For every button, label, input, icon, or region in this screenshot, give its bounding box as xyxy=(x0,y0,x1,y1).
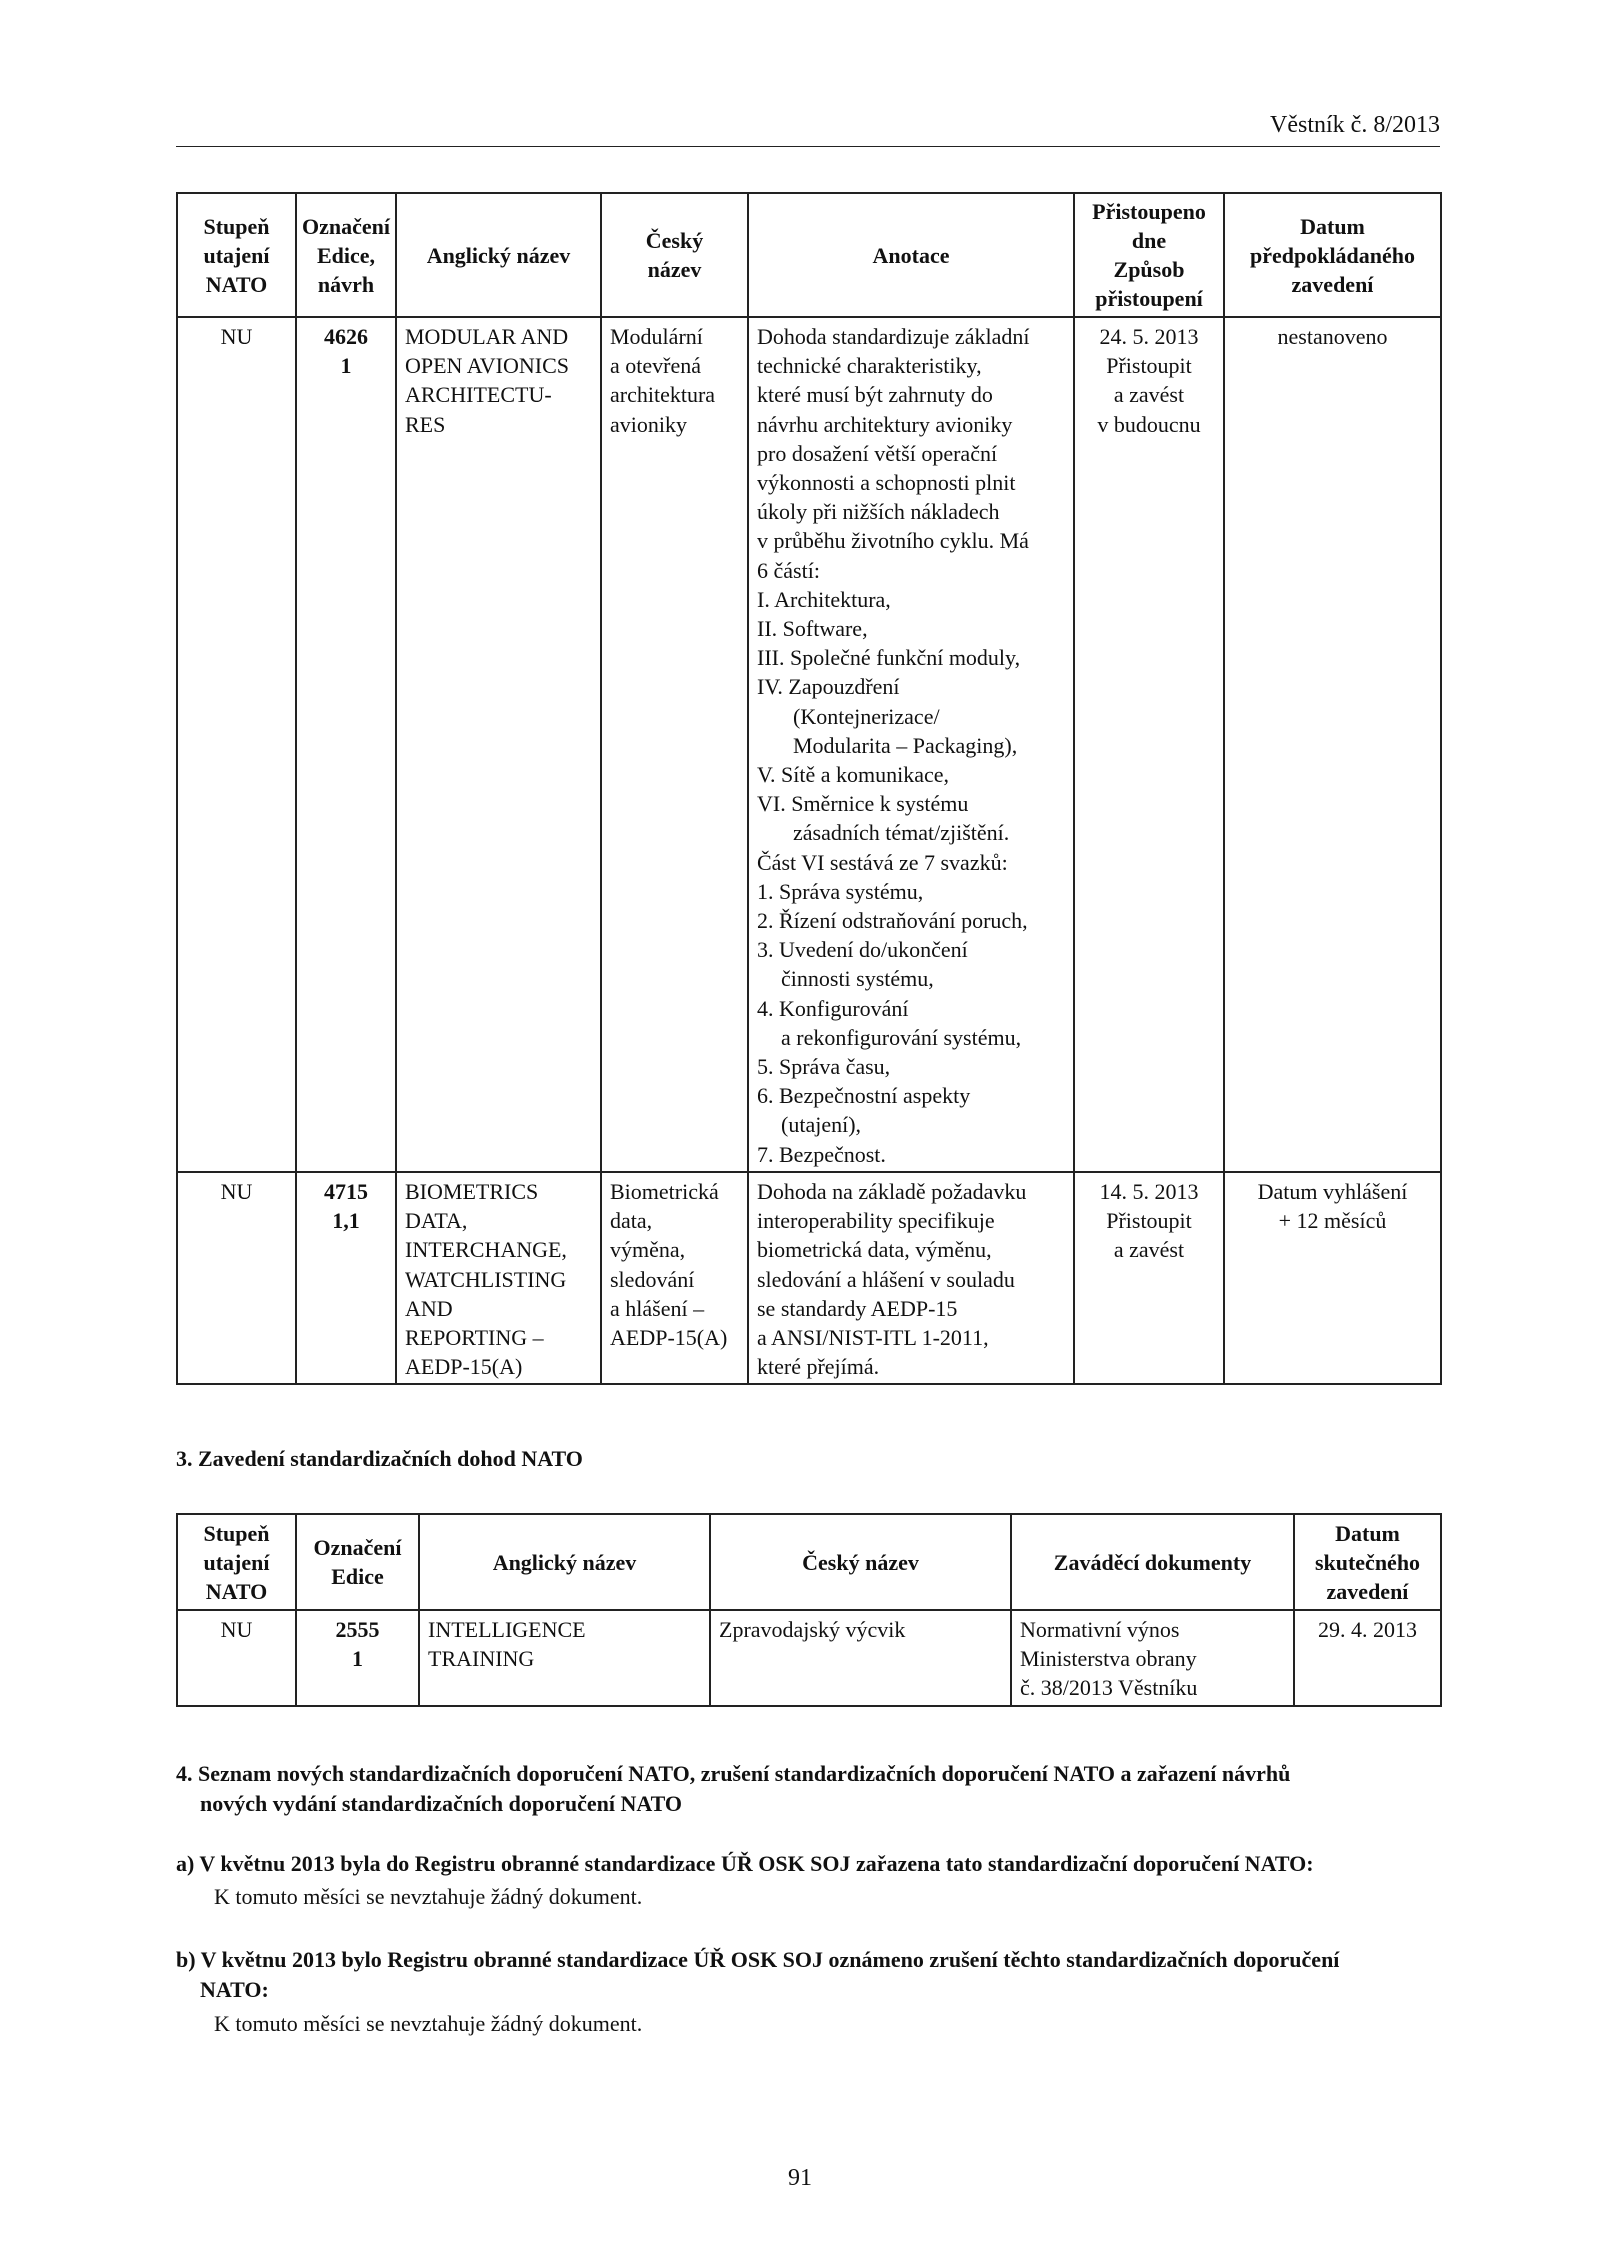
cell-line: 1. Správa systému, xyxy=(757,878,924,904)
cell-line: které musí být zahrnuty do xyxy=(757,382,993,408)
header-line: předpokládaného xyxy=(1249,242,1416,268)
cell-code xyxy=(296,1610,419,1706)
col-header-date xyxy=(1294,1514,1441,1610)
cell-english xyxy=(396,1172,601,1384)
cell-line: IV. Zapouzdření xyxy=(757,674,900,700)
cell-line: AEDP-15(A) xyxy=(405,1354,523,1380)
cell-line: sledování a hlášení v souladu xyxy=(757,1266,1015,1292)
header-line: zavedení xyxy=(1291,271,1374,297)
cell-annotation xyxy=(748,317,1074,1172)
cell-line: REPORTING – xyxy=(405,1324,544,1350)
cell-line: a otevřená xyxy=(610,353,701,379)
header-line: Stupeň xyxy=(203,1520,270,1546)
journal-title: Věstník č. 8/2013 xyxy=(1270,112,1440,138)
col-header-czech xyxy=(601,193,748,317)
header-line: Český xyxy=(645,228,704,253)
cell-line: VI. Směrnice k systému xyxy=(757,791,969,817)
header-line: utajení xyxy=(203,242,270,268)
header-line: Způsob xyxy=(1113,257,1185,282)
cell-line: 1 xyxy=(340,353,352,379)
header-line: Označení xyxy=(302,213,390,239)
cell-line: II. Software, xyxy=(757,616,868,642)
cell-line: INTELLIGENCE xyxy=(428,1617,586,1642)
cell-line: avioniky xyxy=(610,411,687,437)
page-header xyxy=(176,108,1440,147)
cell-line: BIOMETRICS xyxy=(405,1178,539,1204)
cell-line: 6 částí: xyxy=(757,557,820,583)
cell-level: NU xyxy=(177,1172,296,1384)
header-line: Český název xyxy=(802,1549,919,1575)
cell-line: Přistoupit xyxy=(1106,353,1192,379)
section-3-title: 3. Zavedení standardizačních dohod NATO xyxy=(176,1446,583,1471)
header-line: utajení xyxy=(203,1549,270,1575)
cell-line: 24. 5. 2013 xyxy=(1099,324,1199,349)
header-line: Edice, xyxy=(316,242,376,268)
cell-line: + 12 měsíců xyxy=(1278,1208,1387,1234)
header-line: Datum xyxy=(1335,1520,1400,1546)
header-line: dne xyxy=(1131,228,1167,253)
cell-line: v budoucnu xyxy=(1097,411,1201,437)
cell-line: architektura xyxy=(610,382,716,408)
cell-line: Biometrická xyxy=(610,1178,719,1204)
cell-line: nestanoveno xyxy=(1277,324,1388,349)
cell-line: úkoly při nižších nákladech xyxy=(757,499,1000,525)
cell-line: data, xyxy=(610,1208,653,1234)
cell-line: Přistoupit xyxy=(1106,1208,1192,1234)
cell-level: NU xyxy=(177,317,296,1172)
header-line: název xyxy=(647,257,702,282)
cell-line: III. Společné funkční moduly, xyxy=(757,645,1021,671)
cell-line: 7. Bezpečnost. xyxy=(757,1141,886,1167)
cell-date xyxy=(1224,317,1441,1172)
cell-line: 4715 xyxy=(324,1178,368,1204)
subsection-b-title: b) V květnu 2013 bylo Registru obranné standardizace ÚŘ OSK SOJ oznámeno zrušení těchto standardizačních doporučení NATO: xyxy=(176,1947,1340,2002)
cell-line: výměna, xyxy=(610,1237,686,1263)
cell-accession xyxy=(1074,317,1224,1172)
header-line: Anglický název xyxy=(492,1549,637,1575)
col-header-english xyxy=(396,193,601,317)
header-line: Datum xyxy=(1300,213,1365,239)
cell-code xyxy=(296,317,396,1172)
header-line: přistoupení xyxy=(1095,286,1203,311)
cell-czech xyxy=(710,1610,1011,1706)
cell-level: NU xyxy=(177,1610,296,1706)
cell-line: INTERCHANGE, xyxy=(405,1237,567,1263)
cell-line: 1,1 xyxy=(332,1208,360,1234)
cell-date xyxy=(1294,1610,1441,1706)
col-header-czech xyxy=(710,1514,1011,1610)
page-number: 91 xyxy=(788,2165,812,2191)
col-header-level xyxy=(177,193,296,317)
section-4-title: 4. Seznam nových standardizačních doporučení NATO, zrušení standardizačních doporučení NATO a zařazení návrhů nových vydání standardizačních doporučení NATO xyxy=(176,1761,1291,1816)
cell-line: biometrická data, výměnu, xyxy=(757,1237,992,1263)
cell-line: výkonnosti a schopnosti plnit xyxy=(757,470,1016,496)
col-header-accession xyxy=(1074,193,1224,317)
cell-line: 2. Řízení odstraňování poruch, xyxy=(757,908,1028,934)
cell-docs xyxy=(1011,1610,1294,1706)
header-line: NATO xyxy=(205,271,268,297)
cell-line: č. 38/2013 Věstníku xyxy=(1020,1675,1198,1701)
header-line: Anotace xyxy=(872,242,950,268)
table-row xyxy=(177,1610,1441,1706)
cell-line: OPEN AVIONICS xyxy=(405,353,570,379)
header-line: Přistoupeno xyxy=(1092,199,1206,224)
implementation-table xyxy=(176,1513,1442,1707)
table-header-row xyxy=(177,1514,1441,1610)
cell-line: RES xyxy=(405,411,446,437)
cell-line: Modularita – Packaging), xyxy=(793,732,1018,758)
header-line: Označení xyxy=(313,1535,402,1560)
cell-line: DATA, xyxy=(405,1208,468,1234)
subsection-a-title: a) V květnu 2013 byla do Registru obranné standardizace ÚŘ OSK SOJ zařazena tato standardizační doporučení NATO: xyxy=(176,1851,1314,1876)
cell-line: 4. Konfigurování xyxy=(757,995,909,1021)
cell-line: Zpravodajský výcvik xyxy=(719,1617,906,1642)
header-line: NATO xyxy=(205,1578,268,1604)
cell-line: Normativní výnos xyxy=(1020,1617,1180,1642)
cell-line: 4626 xyxy=(324,324,368,349)
cell-line: které přejímá. xyxy=(757,1354,880,1380)
cell-line: technické charakteristiky, xyxy=(757,353,982,379)
cell-line: Dohoda standardizuje základní xyxy=(757,324,1030,349)
header-line: Zaváděcí dokumenty xyxy=(1053,1549,1252,1575)
header-line: skutečného xyxy=(1314,1549,1421,1575)
cell-line: 29. 4. 2013 xyxy=(1318,1617,1417,1642)
col-header-level xyxy=(177,1514,296,1610)
cell-line: sledování xyxy=(610,1266,695,1292)
cell-line: I. Architektura, xyxy=(757,586,891,612)
cell-line: 5. Správa času, xyxy=(757,1054,891,1080)
cell-english xyxy=(419,1610,710,1706)
header-line: Stupeň xyxy=(203,213,270,239)
header-line: zavedení xyxy=(1326,1578,1409,1604)
cell-line: TRAINING xyxy=(428,1646,535,1672)
header-line: Edice xyxy=(331,1564,384,1589)
subsection-a-text: K tomuto měsíci se nevztahuje žádný dokument. xyxy=(214,1884,643,1909)
cell-line: a hlášení – xyxy=(610,1295,705,1321)
cell-line: ARCHITECTU- xyxy=(405,382,552,408)
col-header-date xyxy=(1224,193,1441,317)
table-row xyxy=(177,1172,1441,1384)
cell-line: a rekonfigurování systému, xyxy=(781,1024,1022,1050)
cell-czech xyxy=(601,1172,748,1384)
col-header-annotation xyxy=(748,193,1074,317)
cell-line: Dohoda na základě požadavku xyxy=(757,1178,1027,1204)
cell-english xyxy=(396,317,601,1172)
cell-line: (utajení), xyxy=(781,1112,862,1138)
cell-line: pro dosažení větší operační xyxy=(757,440,998,466)
cell-line: návrhu architektury avioniky xyxy=(757,411,1013,437)
cell-line: v průběhu životního cyklu. Má xyxy=(757,528,1029,554)
subsection-b-text: K tomuto měsíci se nevztahuje žádný dokument. xyxy=(214,2011,643,2036)
cell-line: AEDP-15(A) xyxy=(610,1324,728,1350)
cell-line: 2555 xyxy=(335,1617,380,1642)
col-header-docs xyxy=(1011,1514,1294,1610)
cell-line: WATCHLISTING xyxy=(405,1266,567,1292)
cell-line: 3. Uvedení do/ukončení xyxy=(757,937,968,963)
table-row xyxy=(177,317,1441,1172)
cell-line: 6. Bezpečnostní aspekty xyxy=(757,1083,971,1109)
header-line: návrh xyxy=(317,271,375,297)
col-header-code xyxy=(296,193,396,317)
cell-line: se standardy AEDP-15 xyxy=(757,1295,958,1321)
col-header-english xyxy=(419,1514,710,1610)
cell-line: AND xyxy=(405,1295,453,1321)
header-line: Anglický název xyxy=(426,242,571,268)
cell-line: Modulární xyxy=(610,324,703,349)
cell-line: a zavést xyxy=(1113,1237,1185,1263)
cell-code xyxy=(296,1172,396,1384)
col-header-code xyxy=(296,1514,419,1610)
cell-line: činnosti systému, xyxy=(781,966,934,992)
table-header-row xyxy=(177,193,1441,317)
cell-line: V. Sítě a komunikace, xyxy=(757,762,950,788)
cell-line: (Kontejnerizace/ xyxy=(793,703,940,729)
cell-line: Část VI sestává ze 7 svazků: xyxy=(757,849,1008,875)
cell-line: a zavést xyxy=(1113,382,1185,408)
cell-line: 1 xyxy=(352,1646,363,1672)
cell-line: interoperability specifikuje xyxy=(757,1208,995,1234)
cell-line: Datum vyhlášení xyxy=(1257,1178,1408,1204)
cell-czech xyxy=(601,317,748,1172)
cell-date xyxy=(1224,1172,1441,1384)
cell-line: 14. 5. 2013 xyxy=(1099,1178,1199,1204)
cell-accession xyxy=(1074,1172,1224,1384)
accession-table xyxy=(176,192,1442,1385)
cell-line: a ANSI/NIST-ITL 1-2011, xyxy=(757,1324,989,1350)
cell-line: MODULAR AND xyxy=(405,324,569,349)
cell-line: zásadních témat/zjištění. xyxy=(793,820,1010,846)
cell-line: Ministerstva obrany xyxy=(1020,1646,1197,1672)
cell-annotation xyxy=(748,1172,1074,1384)
